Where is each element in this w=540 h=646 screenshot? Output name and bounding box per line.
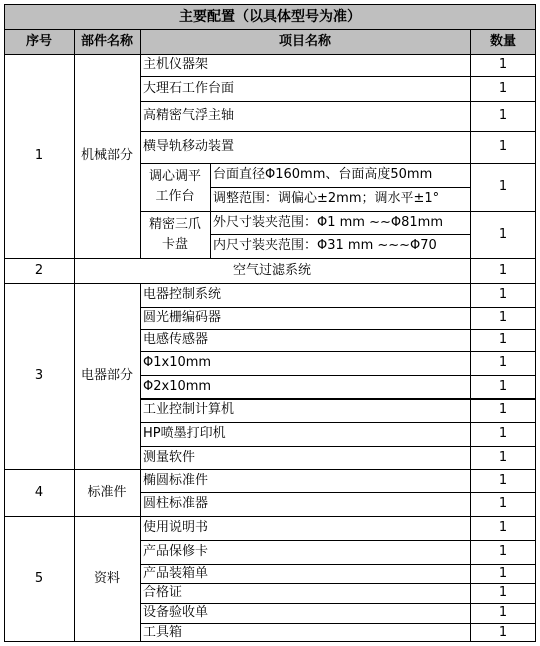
item-qty: 1: [498, 108, 508, 123]
spec-text: 台面直径Φ160mm、台面高度50mm: [213, 167, 433, 182]
item-name: Φ2x10mm: [143, 378, 212, 394]
item-qty: 1: [498, 402, 508, 417]
item-name: 圆光栅编码器: [143, 310, 222, 325]
grid-line: [140, 351, 536, 352]
item-qty: 1: [498, 80, 508, 96]
grid-line: [140, 329, 536, 330]
item-name: HP喷墨打印机: [143, 426, 226, 441]
grid-line: [140, 101, 536, 102]
grid-line: [140, 375, 536, 376]
grid-line: [4, 469, 536, 470]
grid-line: [140, 76, 536, 77]
group-no-5: 5: [34, 571, 44, 586]
group-no-4: 4: [34, 484, 44, 500]
item-qty: 1: [498, 378, 508, 394]
header-part: 部件名称: [74, 30, 140, 54]
spec-text: 外尺寸装夹范围：Φ1 mm ~~Φ81mm: [213, 214, 443, 230]
table-border: [4, 4, 5, 642]
item-qty: 1: [498, 544, 508, 559]
grid-line: [140, 564, 536, 565]
grid-line: [140, 307, 536, 308]
group-part-5: 资料: [93, 571, 120, 586]
item-qty: 1: [498, 310, 508, 325]
grid-line: [140, 283, 141, 642]
item-name: 设备验收单: [143, 605, 209, 620]
item-name: 工具箱: [143, 624, 183, 640]
grid-line: [140, 623, 536, 624]
header-qty: 数量: [470, 30, 536, 54]
grid-line: [140, 422, 536, 423]
item-qty: 1: [498, 332, 508, 347]
item-name: 测量软件: [143, 449, 196, 465]
item-name: 横导轨移动装置: [143, 139, 235, 154]
item-qty: 1: [498, 57, 508, 72]
item-qty: 1: [498, 139, 508, 154]
item-name: 使用说明书: [143, 520, 209, 535]
grid-line: [140, 603, 536, 604]
grid-line: [140, 492, 536, 493]
item-qty: 1: [498, 605, 508, 620]
grid-line: [140, 211, 536, 212]
item-qty: 1: [498, 565, 508, 581]
sub-label-line: 卡盘: [161, 236, 188, 252]
sub-label-chuck: [140, 211, 210, 258]
sub-label-line: 精密三爪: [148, 216, 201, 232]
sub-label-line: 工作台: [155, 189, 195, 204]
group-part-1: 机械部分: [80, 148, 133, 163]
item-qty: 1: [498, 426, 508, 441]
grid-line: [140, 446, 536, 447]
table-title: 主要配置（以具体型号为准）: [4, 5, 536, 29]
item-qty: 1: [498, 624, 508, 640]
grid-line: [470, 29, 471, 642]
item-name: 产品保修卡: [143, 544, 209, 559]
item-qty: 1: [498, 496, 508, 511]
spec-text: 内尺寸装夹范围：Φ31 mm ~~~Φ70: [213, 238, 437, 253]
item-qty: 1: [498, 287, 508, 302]
item-qty: 1: [498, 179, 508, 194]
grid-line: [140, 540, 536, 541]
item-qty: 1: [498, 520, 508, 535]
group-no-3: 3: [34, 368, 44, 383]
spec-text: 调整范围：调偏心±2mm；调水平±1°: [213, 191, 440, 206]
grid-line: [4, 258, 536, 259]
item-name: 工业控制计算机: [143, 402, 235, 417]
sub-label-line: 调心调平: [148, 169, 201, 184]
group-no-2: 2: [34, 262, 44, 278]
table-border: [4, 4, 536, 5]
header-item: 项目名称: [140, 30, 470, 54]
item-name: Φ1x10mm: [143, 355, 212, 370]
item-name: 空气过滤系统: [232, 262, 311, 278]
grid-line: [4, 516, 536, 517]
item-name: 产品装箱单: [143, 565, 209, 581]
item-qty: 1: [498, 226, 508, 242]
item-name: 合格证: [143, 585, 183, 600]
grid-line: [210, 234, 470, 235]
item-qty: 1: [498, 449, 508, 465]
item-qty: 1: [498, 472, 508, 488]
item-qty: 1: [498, 585, 508, 600]
item-name: 椭圆标准件: [143, 472, 209, 488]
grid-line: [140, 131, 536, 132]
item-name: 电器控制系统: [143, 287, 222, 302]
item-name: 圆柱标准器: [143, 496, 209, 511]
group-no-1: 1: [34, 148, 44, 163]
grid-line: [74, 29, 75, 642]
grid-line: [4, 54, 536, 55]
item-name: 大理石工作台面: [143, 80, 235, 96]
item-name: 高精密气浮主轴: [143, 108, 235, 123]
table-border: [535, 4, 536, 642]
grid-line: [140, 398, 536, 400]
grid-line: [4, 283, 536, 284]
sub-label-worktable: [140, 163, 210, 211]
grid-line: [140, 29, 141, 258]
grid-line: [140, 163, 536, 164]
header-no: 序号: [4, 30, 74, 54]
group-part-4: 标准件: [87, 484, 127, 500]
group-part-3: 电器部分: [80, 368, 133, 383]
grid-line: [140, 583, 536, 584]
grid-line: [210, 187, 470, 188]
item-name: 电感传感器: [143, 332, 209, 347]
item-qty: 1: [498, 355, 508, 370]
item-qty: 1: [498, 262, 508, 278]
grid-line: [4, 29, 536, 30]
item-name: 主机仪器架: [143, 57, 209, 72]
table-border: [4, 641, 536, 642]
